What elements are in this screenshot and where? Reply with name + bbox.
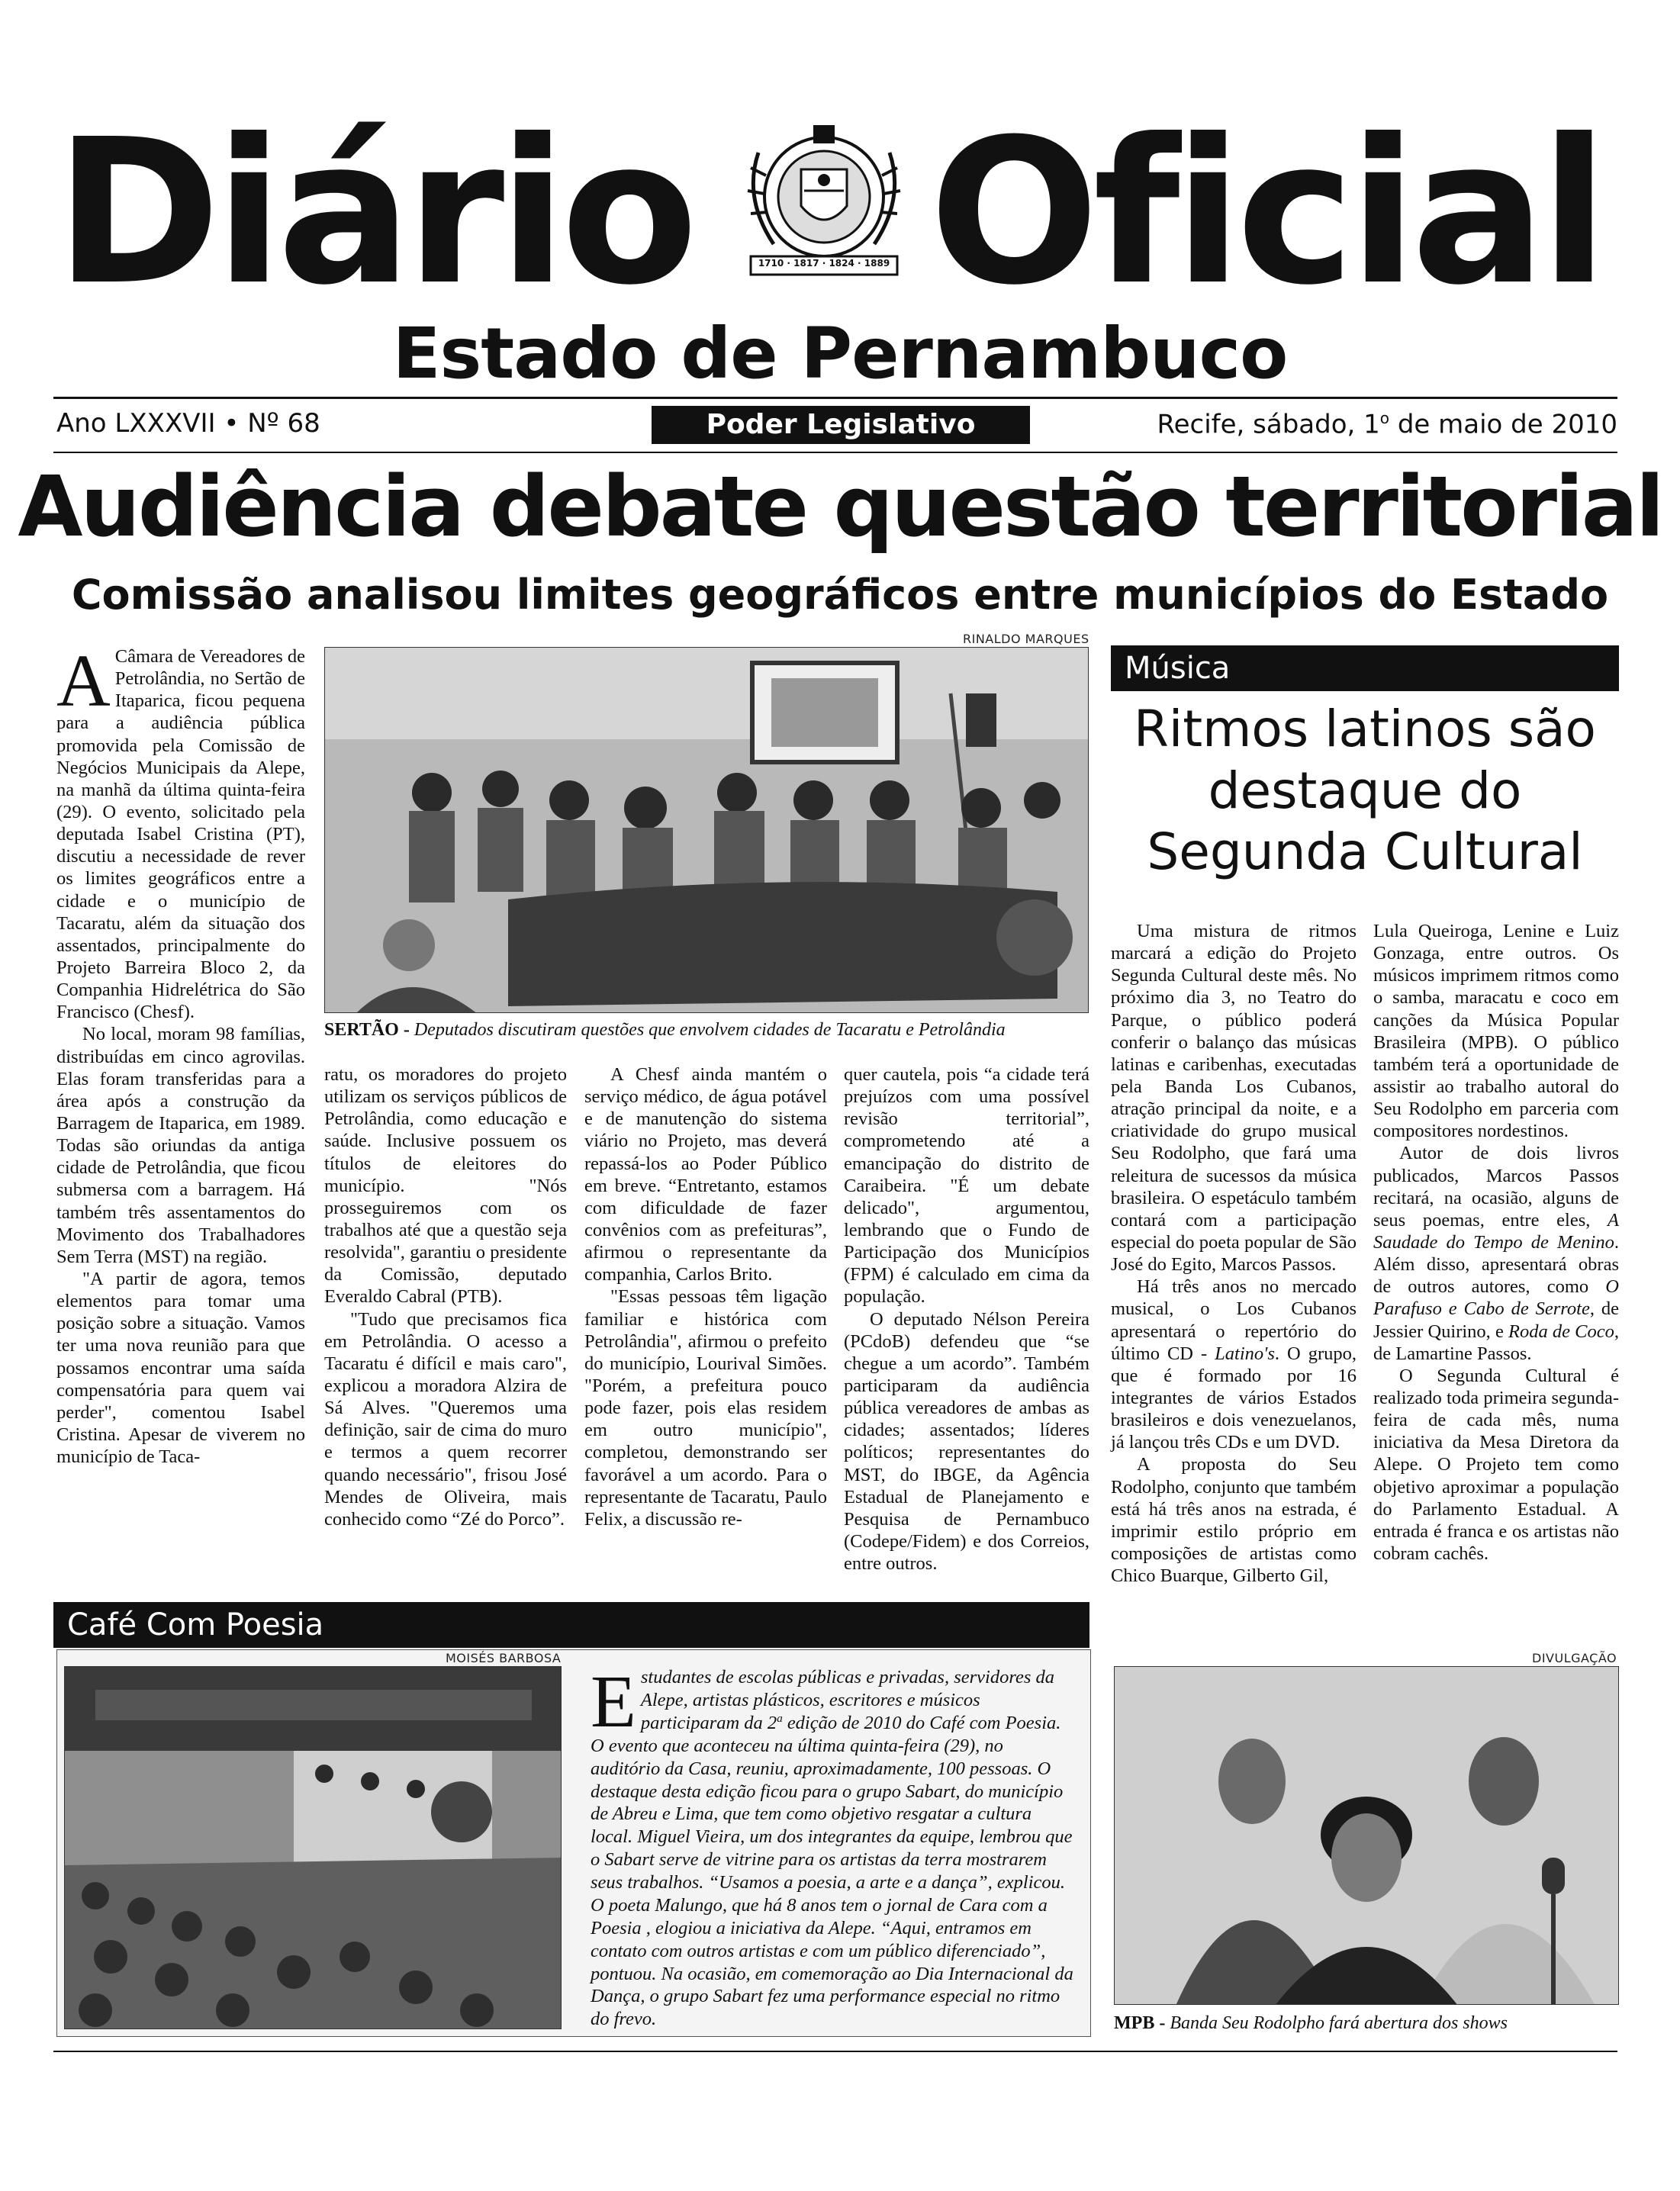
lead-dropcap: A	[56, 640, 111, 722]
musica-section-bar: Música	[1111, 645, 1619, 691]
edition-number: Ano LXXXVII • Nº 68	[56, 408, 320, 439]
section-label: Poder Legislativo	[652, 406, 1030, 444]
musica-photo-caption: MPB - Banda Seu Rodolpho fará abertura dos shows	[1114, 2013, 1508, 2033]
cafe-photo-credit: MOISÉS BARBOSA	[446, 1651, 562, 1665]
masthead-subtitle: Estado de Pernambuco	[392, 313, 1288, 394]
lead-photo-caption: SERTÃO - Deputados discutiram questões que envolvem cidades de Tacaratu e Petrolândia	[324, 1020, 1006, 1040]
masthead-title-right: Oficial	[929, 96, 1603, 329]
cafe-text: Estudantes de escolas públicas e privadas, servidores da Alepe, artistas plásticos, escritores e músicos participaram da 2$^a$ edição de 2010 do Café com Poesia. O evento que aconteceu na última quinta-feira (29), no auditório da Casa, reuniu, aproximadamente, 100 pessoas. O destaque desta edição ficou para o grupo Sabart, do município de Abreu e Lima, que tem como objetivo resgatar a cultura local. Miguel Vieira, um dos integrantes da equipe, lembrou que o Sabart serve de vitrine para os artistas da terra mostrarem seus trabalhos. “Usamos a poesia, a arte e a dança”, explicou. O poeta Malungo, que há 8 anos tem o jornal de Cara com a Poesia , elogiou a iniciativa da Alepe. “Aqui, entramos em contato com outros artistas e com um público diferenciado”, pontuou. Na ocasião, em comemoração ao Dia Internacional da Dança, o grupo Sabart fez uma performance especial no ritmo do frevo.	[591, 1661, 1073, 2030]
lead-photo	[324, 647, 1089, 1013]
cafe-section-bar: Café Com Poesia	[53, 1602, 1089, 1648]
lead-column-3: A Chesf ainda mantém o serviço médico, de água potável e de manutenção do sistema viário no Projeto, mas deverá repassá-los ao Poder Público em breve. “Entretanto, estamos com dificuldade de fazer convênios com as prefeituras”, afirmou o representante da companhia, Carlos Brito. "Essas pessoas têm ligação familiar e histórica com Petrolândia", afirmou o prefeito do município, Lourival Simões. "Porém, a prefeitura pouco pode fazer, pois elas residem em outro município", completou, demonstrando ser favorável a um acordo. Para o representante de Tacaratu, Paulo Felix, a discussão re-	[584, 1064, 827, 1530]
musica-column-2: Lula Queiroga, Lenine e Luiz Gonzaga, entre outros. Os músicos imprimem ritmos como o samba, maracatu e coco em canções da Música Popular Brasileira (MPB). O público também terá a oportunidade de assistir ao trabalho autoral do Seu Rodolpho em parceria com compositores nordestinos. Autor de dois livros publicados, Marcos Passos recitará, na ocasião, alguns de seus poemas, entre eles, A Saudade do Tempo de Menino. Além disso, apresentará obras de outros autores, como O Parafuso e Cabo de Serrote, de Jessier Quirino, e Roda de Coco, de Lamartine Passos. O Segunda Cultural é realizado toda primeira segunda-feira de cada mês, numa iniciativa da Mesa Diretora da Alepe. O Projeto tem como objetivo aproximar a população do Parlamento Estadual. A entrada é franca e os artistas não cobram cachês.	[1373, 921, 1619, 1564]
cafe-dropcap: E	[591, 1661, 636, 1743]
lead-column-2: ratu, os moradores do projeto utilizam os serviços públicos de Petrolândia, como educação e saúde. Inclusive possuem os títulos de eleitores do município. "Nós prosseguiremos com os trabalhos até que a questão seja resolvida", garantiu o presidente da Comissão, deputado Everaldo Cabral (PTB). "Tudo que precisamos fica em Petrolândia. O acesso a Tacaratu é difícil e mais caro", explicou a moradora Alzira de Sá Alves. "Queremos uma definição, sair de cima do muro e termos a quem recorrer quando necessário", frisou José Mendes de Oliveira, mais conhecido como “Zé do Porco”.	[324, 1064, 567, 1530]
masthead-title-left: Diário	[55, 96, 693, 329]
masthead-rule-top	[53, 397, 1617, 399]
musica-photo-credit: DIVULGAÇÃO	[1532, 1651, 1617, 1665]
masthead-rule-bottom	[53, 452, 1617, 453]
musica-headline: Ritmos latinos são destaque do Segunda Cultural	[1134, 700, 1596, 882]
footer-rule	[53, 2051, 1617, 2052]
lead-column-1: A Câmara de Vereadores de Petrolândia, no Sertão de Itaparica, ficou pequena para a audiência pública promovida pela Comissão de Negócios Municipais da Alepe, na manhã da última quinta-feira (29). O evento, solicitado pela deputada Isabel Cristina (PT), discutiu a necessidade de rever os limites geográficos entre a cidade e o município de Tacaratu, além da situação dos assentados, principalmente do Projeto Barreira Bloco 2, da Companhia Hidrelétrica do São Francisco (Chesf). No local, moram 98 famílias, distribuídas em cinco agrovilas. Elas foram transferidas para a área após a construção da Barragem de Itaparica, em 1989. Todas são oriundas da antiga cidade de Petrolândia, que ficou submersa com a barragem. Há também três assentamentos do Movimento dos Trabalhadores Sem Terra (MST) na região. "A partir de agora, temos elementos para tomar uma posição sobre a situação. Vamos ter uma nova reunião para que possamos encontrar uma saída compensatória para quem vai perder", comentou Isabel Cristina. Apesar de viverem no município de Taca-	[56, 640, 305, 1468]
lead-column-4: quer cautela, pois “a cidade terá prejuízos com uma possível revisão territorial”, comprometendo até a emancipação do distrito de Caraibeira. "É um debate delicado", argumentou, lembrando que o Fundo de Participação dos Municípios (FPM) é calculado em cima da população. O deputado Nélson Pereira (PCdoB) defendeu que “se chegue a um acordo”. Também participaram da audiência pública vereadores de ambas as cidades; assentados; líderes políticos; representantes do MST, do IBGE, da Agência Estadual de Planejamento e Pesquisa de Pernambuco (Codepe/Fidem) e dos Correios, entre outros.	[844, 1064, 1089, 1575]
seal-motto: 1710 · 1817 · 1824 · 1889	[758, 258, 890, 269]
lead-headline: Audiência debate questão territorial	[18, 458, 1662, 555]
musica-photo	[1114, 1666, 1619, 2005]
cafe-photo	[64, 1666, 562, 2029]
lead-subhead: Comissão analisou limites geográficos entre municípios do Estado	[71, 571, 1609, 619]
lead-photo-credit: RINALDO MARQUES	[963, 632, 1089, 646]
musica-column-1: Uma mistura de ritmos marcará a edição do Projeto Segunda Cultural deste mês. No próximo dia 3, no Teatro do Parque, o público poderá conferir o balanço das músicas latinas e caribenhas, executadas pela Banda Los Cubanos, atração principal da noite, e a criatividade do grupo musical Seu Rodolpho, que fará uma releitura de sucessos da música brasileira. O espetáculo também contará com a participação especial do poeta popular de São José do Egito, Marcos Passos. Há três anos no mercado musical, o Los Cubanos apresentará o repertório do último CD - Latino's. O grupo, que é formado por 16 integrantes de vários Estados brasileiros e dois venezuelanos, já lançou três CDs e um DVD. A proposta do Seu Rodolpho, conjunto que também está há três anos na estrada, é imprimir estilo próprio em composições de artistas como Chico Buarque, Gilberto Gil,	[1111, 921, 1357, 1587]
publication-date: Recife, sábado, 1$^o$ de maio de 2010	[1157, 409, 1617, 440]
